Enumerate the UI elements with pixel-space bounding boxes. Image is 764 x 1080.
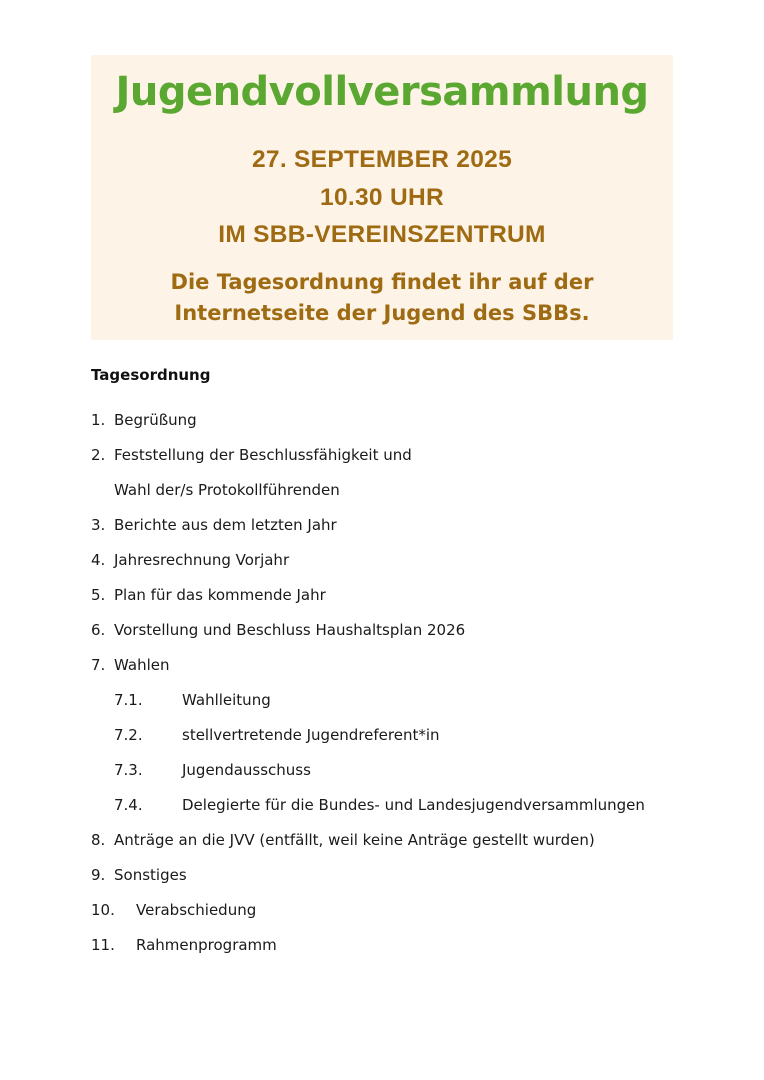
agenda-item-text: Jugendausschuss bbox=[182, 761, 311, 779]
agenda-item-text: Vorstellung und Beschluss Haushaltsplan 2026 bbox=[114, 621, 466, 639]
agenda-item-number: 7.1. bbox=[114, 691, 143, 709]
agenda-item-number: 5. bbox=[91, 586, 106, 604]
agenda-item-text: Begrüßung bbox=[114, 411, 197, 429]
agenda-item-text: Sonstiges bbox=[114, 866, 187, 884]
event-title: Jugendvollversammlung bbox=[115, 69, 649, 115]
agenda-item-text: Wahl der/s Protokollführenden bbox=[114, 481, 340, 499]
agenda-item-number: 9. bbox=[91, 866, 106, 884]
agenda-item-number: 7.4. bbox=[114, 796, 143, 814]
agenda-item-number: 2. bbox=[91, 446, 106, 464]
agenda-item-number: 7.3. bbox=[114, 761, 143, 779]
agenda-note-line1: Die Tagesordnung findet ihr auf der bbox=[170, 270, 594, 294]
agenda-item-text: Rahmenprogramm bbox=[136, 936, 277, 954]
agenda-item-number: 7. bbox=[91, 656, 106, 674]
event-date: 27. SEPTEMBER 2025 bbox=[251, 146, 513, 173]
agenda-item-number: 4. bbox=[91, 551, 106, 569]
agenda-item-text: stellvertretende Jugendreferent*in bbox=[182, 726, 440, 744]
agenda-item-number: 8. bbox=[91, 831, 106, 849]
agenda-item-number: 10. bbox=[91, 901, 115, 919]
agenda-item-number: 11. bbox=[91, 936, 115, 954]
agenda-note-line2: Internetseite der Jugend des SBBs. bbox=[174, 301, 590, 325]
agenda-item-text: Anträge an die JVV (entfällt, weil keine Anträge gestellt wurden) bbox=[114, 831, 595, 849]
agenda-item-number: 3. bbox=[91, 516, 106, 534]
event-banner bbox=[91, 55, 673, 340]
agenda-heading: Tagesordnung bbox=[91, 366, 211, 384]
agenda-item-number: 7.2. bbox=[114, 726, 143, 744]
agenda-item-text: Plan für das kommende Jahr bbox=[114, 586, 326, 604]
agenda-item-number: 1. bbox=[91, 411, 106, 429]
event-location: IM SBB-VEREINSZENTRUM bbox=[218, 221, 546, 248]
agenda-item-text: Berichte aus dem letzten Jahr bbox=[114, 516, 337, 534]
event-time: 10.30 UHR bbox=[320, 184, 444, 211]
agenda-item-text: Jahresrechnung Vorjahr bbox=[114, 551, 290, 569]
agenda-item-text: Delegierte für die Bundes- und Landesjugendversammlungen bbox=[182, 796, 645, 814]
agenda-item-text: Feststellung der Beschlussfähigkeit und bbox=[114, 446, 412, 464]
agenda-item-number: 6. bbox=[91, 621, 106, 639]
agenda-item-text: Wahlleitung bbox=[182, 691, 271, 709]
agenda-item-text: Wahlen bbox=[114, 656, 170, 674]
agenda-item-text: Verabschiedung bbox=[136, 901, 257, 919]
